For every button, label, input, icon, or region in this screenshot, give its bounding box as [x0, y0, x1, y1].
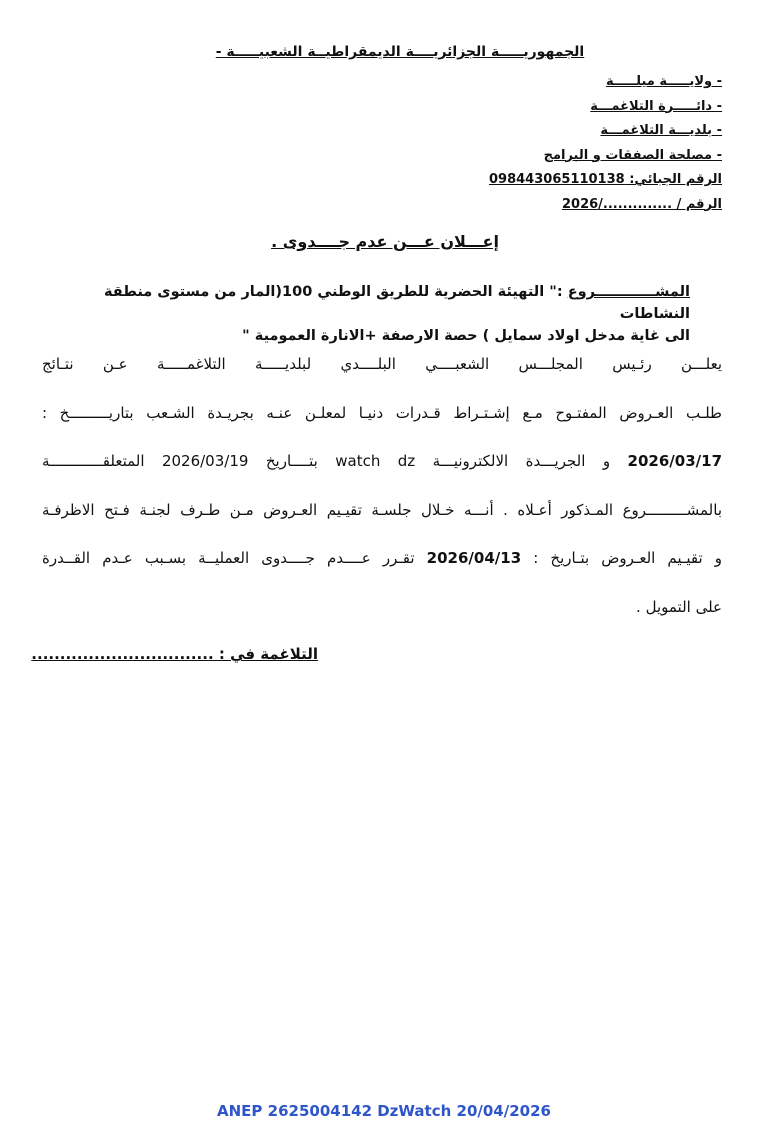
body-line-3: [42, 437, 722, 486]
body-line-2: طلـب العـروض المفتـوح مـع إشـتـراط قـدرات دنيـا لمعلـن عنـه بجريـدة الشـعب بتاريـــــــــخ :: [42, 403, 722, 422]
evaluation-date: 2026/04/13: [426, 549, 522, 567]
header-service: - مصلحة الصفقات و البرامج: [543, 147, 722, 163]
project-description: [40, 281, 690, 347]
body-line-1: يعلـــن رئـيس المجلـــس الشعبــــي البلــــدي لبلديـــــة التلاغمـــــة عـن نتـائج: [42, 355, 722, 373]
body-line-5-end: تقـرر عــــدم جــــدوى العمليــة بسـبب عـدم القــدرة: [42, 549, 415, 567]
place-and-date: التلاغمة في : ................................: [31, 645, 318, 663]
project-title-start: :" التهيئة الحضرية للطريق الوطني 100(المار من مستوى منطقة النشاطات: [104, 284, 690, 322]
body-line-5-start: و تقيـيم العـروض بتـاريخ :: [533, 549, 722, 567]
header-tax-number: الرقم الجبائي: 098443065110138: [489, 172, 722, 187]
project-line-1: [40, 281, 690, 325]
header-commune: - بلديـــة التلاغمـــة: [600, 123, 722, 138]
body-line-5: [42, 534, 722, 583]
header-wilaya: - ولايـــــة ميلـــــة: [606, 74, 722, 89]
republic-title: الجمهوريـــــة الجزائريــــة الديمقراطيــة الشعبيـــــة -: [215, 44, 585, 60]
body-line-3-text: و الجريـــدة الالكترونيـــة watch dz بتــــاريخ 2026/03/19 المتعلقــــــــــــة: [42, 452, 611, 470]
publication-footer: ANEP 2625004142 DzWatch 20/04/2026: [217, 1102, 551, 1120]
header-reference-number: الرقم / ............../2026: [561, 196, 722, 212]
notice-body: [42, 340, 722, 631]
administration-header: [362, 70, 722, 217]
notice-title: إعـــلان عـــن عدم جــــدوى .: [271, 232, 499, 251]
body-line-6: على التمويل .: [636, 597, 722, 616]
header-daira: - دائـــــرة التلاغمـــة: [590, 98, 722, 114]
project-label: المشــــــــــــروع: [567, 284, 690, 300]
publication-date: 2026/03/17: [627, 452, 722, 470]
project-line-2: الى غاية مدخل اولاد سمايل ) حصة الارصفة +الانارة العمومية ": [242, 328, 690, 344]
body-line-4: بالمشـــــــــروع المـذكور أعـلاه . أنـــه خـلال جلسـة تقيـيم العـروض مـن طـرف لجنـة فـتح الاظرفـة: [42, 500, 722, 519]
